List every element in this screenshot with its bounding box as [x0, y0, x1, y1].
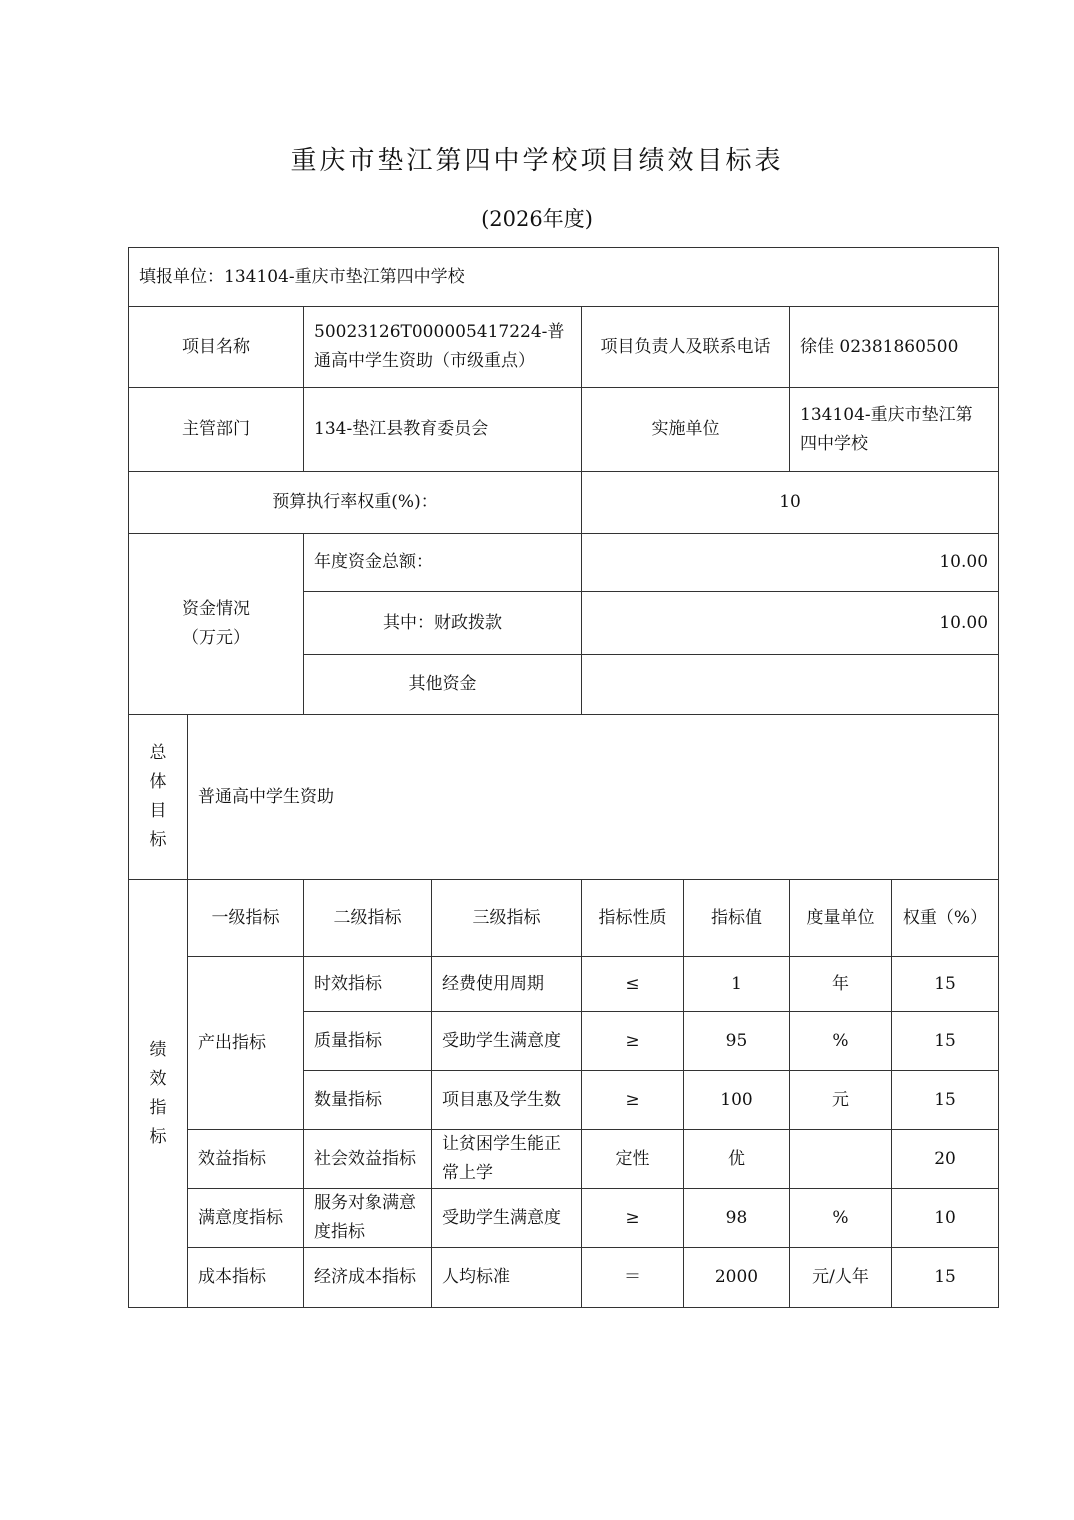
header-cell: 指标性质 [582, 880, 684, 957]
indicator-value: 优 [684, 1130, 790, 1189]
level2-indicator: 服务对象满意度指标 [304, 1189, 432, 1248]
level2-indicator: 社会效益指标 [304, 1130, 432, 1189]
fund-label: 其中：财政拨款 [304, 592, 582, 655]
table-row [129, 1130, 999, 1189]
level2-indicator: 时效指标 [304, 957, 432, 1012]
contact-label: 项目负责人及联系电话 [582, 307, 790, 388]
indicator-value: 1 [684, 957, 790, 1012]
header-cell: 权重（%） [892, 880, 999, 957]
indicator-value: 2000 [684, 1248, 790, 1308]
funds-label: 资金情况（万元） [129, 534, 304, 715]
budget-weight-label: 预算执行率权重(%)： [129, 472, 582, 534]
indicator-nature: ≤ [582, 957, 684, 1012]
fund-value [582, 655, 999, 715]
fund-label: 其他资金 [304, 655, 582, 715]
table-row [129, 1248, 999, 1308]
weight: 20 [892, 1130, 999, 1189]
level3-indicator: 项目惠及学生数 [432, 1071, 582, 1130]
page-title: 重庆市垫江第四中学校项目绩效目标表 [290, 146, 784, 176]
weight: 15 [892, 1248, 999, 1308]
level3-indicator: 受助学生满意度 [432, 1012, 582, 1071]
filing-unit: 填报单位：134104-重庆市垫江第四中学校 [129, 248, 999, 307]
indicator-nature: ≥ [582, 1012, 684, 1071]
level3-indicator: 受助学生满意度 [432, 1189, 582, 1248]
goal-label: 总体目标 [129, 715, 188, 880]
table-row [129, 957, 999, 1012]
fund-value: 10.00 [582, 592, 999, 655]
unit [790, 1130, 892, 1189]
table-row [129, 1189, 999, 1248]
header-cell: 三级指标 [432, 880, 582, 957]
weight: 15 [892, 1071, 999, 1130]
contact: 徐佳 02381860500 [790, 307, 999, 388]
weight: 10 [892, 1189, 999, 1248]
unit: % [790, 1012, 892, 1071]
project-name: 50023126T000005417224-普通高中学生资助（市级重点） [304, 307, 582, 388]
perf-label: 绩效指标 [129, 880, 188, 1308]
dept-label: 主管部门 [129, 388, 304, 472]
indicator-nature: 定性 [582, 1130, 684, 1189]
weight: 15 [892, 1012, 999, 1071]
indicator-nature: ≥ [582, 1071, 684, 1130]
level2-indicator: 经济成本指标 [304, 1248, 432, 1308]
dept: 134-垫江县教育委员会 [304, 388, 582, 472]
indicator-nature: ≥ [582, 1189, 684, 1248]
header-cell: 二级指标 [304, 880, 432, 957]
level1-indicator: 效益指标 [188, 1130, 304, 1189]
budget-weight: 10 [582, 472, 999, 534]
level3-indicator: 让贫困学生能正常上学 [432, 1130, 582, 1189]
goal: 普通高中学生资助 [188, 715, 999, 880]
unit: 元/人年 [790, 1248, 892, 1308]
unit: 元 [790, 1071, 892, 1130]
unit: % [790, 1189, 892, 1248]
indicator-value: 98 [684, 1189, 790, 1248]
level1-indicator: 成本指标 [188, 1248, 304, 1308]
page-subtitle: (2026年度) [481, 207, 593, 231]
impl: 134104-重庆市垫江第四中学校 [790, 388, 999, 472]
project-name-label: 项目名称 [129, 307, 304, 388]
indicator-value: 95 [684, 1012, 790, 1071]
header-cell: 一级指标 [188, 880, 304, 957]
header-cell: 度量单位 [790, 880, 892, 957]
weight: 15 [892, 957, 999, 1012]
performance-table [128, 247, 999, 1308]
fund-value: 10.00 [582, 534, 999, 592]
level1-indicator: 满意度指标 [188, 1189, 304, 1248]
unit: 年 [790, 957, 892, 1012]
indicator-value: 100 [684, 1071, 790, 1130]
fund-label: 年度资金总额： [304, 534, 582, 592]
level2-indicator: 质量指标 [304, 1012, 432, 1071]
indicator-nature: ＝ [582, 1248, 684, 1308]
level3-indicator: 人均标准 [432, 1248, 582, 1308]
level3-indicator: 经费使用周期 [432, 957, 582, 1012]
level1-indicator: 产出指标 [188, 957, 304, 1130]
header-cell: 指标值 [684, 880, 790, 957]
impl-label: 实施单位 [582, 388, 790, 472]
level2-indicator: 数量指标 [304, 1071, 432, 1130]
